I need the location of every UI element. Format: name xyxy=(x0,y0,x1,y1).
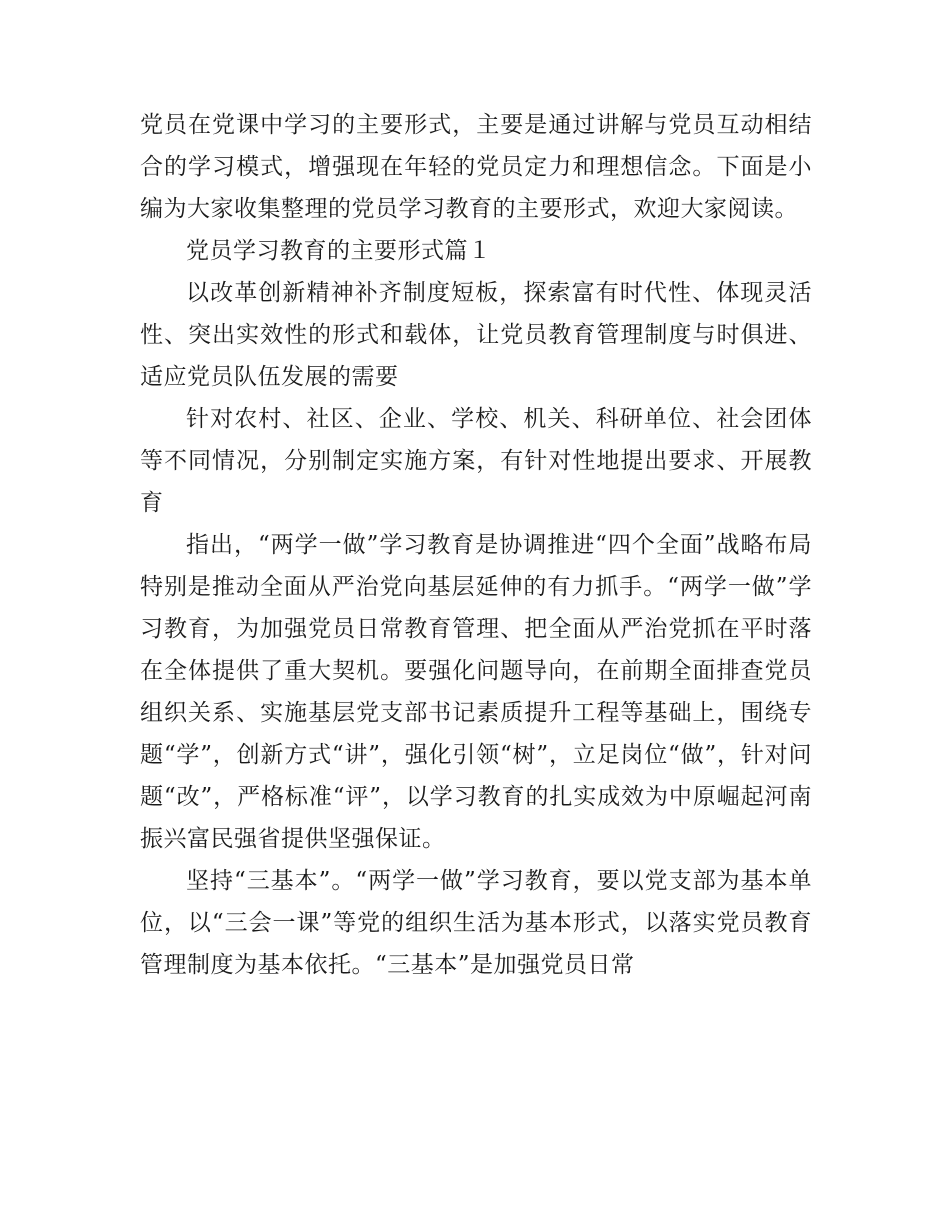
body-paragraph: 以改革创新精神补齐制度短板，探索富有时代性、体现灵活性、突出实效性的形式和载体，让党员教育管理制度与时俱进、适应党员队伍发展的需要 xyxy=(140,280,812,390)
body-paragraph: 针对农村、社区、企业、学校、机关、科研单位、社会团体等不同情况，分别制定实施方案，有针对性地提出要求、开展教育 xyxy=(140,406,812,516)
section-heading: 党员学习教育的主要形式篇１ xyxy=(186,238,492,264)
document-body xyxy=(140,104,812,986)
intro-paragraph: 党员在党课中学习的主要形式，主要是通过讲解与党员互动相结合的学习模式，增强现在年轻的党员定力和理想信念。下面是小编为大家收集整理的党员学习教育的主要形式，欢迎大家阅读。 xyxy=(140,112,812,222)
body-paragraph: 指出，“两学一做”学习教育是协调推进“四个全面”战略布局特别是推动全面从严治党向基层延伸的有力抓手。“两学一做”学习教育，为加强党员日常教育管理、把全面从严治党抓在平时落在全体提供了重大契机。要强化问题导向，在前期全面排查党员组织关系、实施基层党支部书记素质提升工程等基础上，围绕专题“学”，创新方式“讲”，强化引领“树”，立足岗位“做”，针对问题“改”，严格标准“评”，以学习教育的扎实成效为中原崛起河南振兴富民强省提供坚强保证。 xyxy=(140,532,812,852)
body-paragraph: 坚持“三基本”。“两学一做”学习教育，要以党支部为基本单位，以“三会一课”等党的组织生活为基本形式，以落实党员教育管理制度为基本依托。“三基本”是加强党员日常 xyxy=(140,868,812,978)
